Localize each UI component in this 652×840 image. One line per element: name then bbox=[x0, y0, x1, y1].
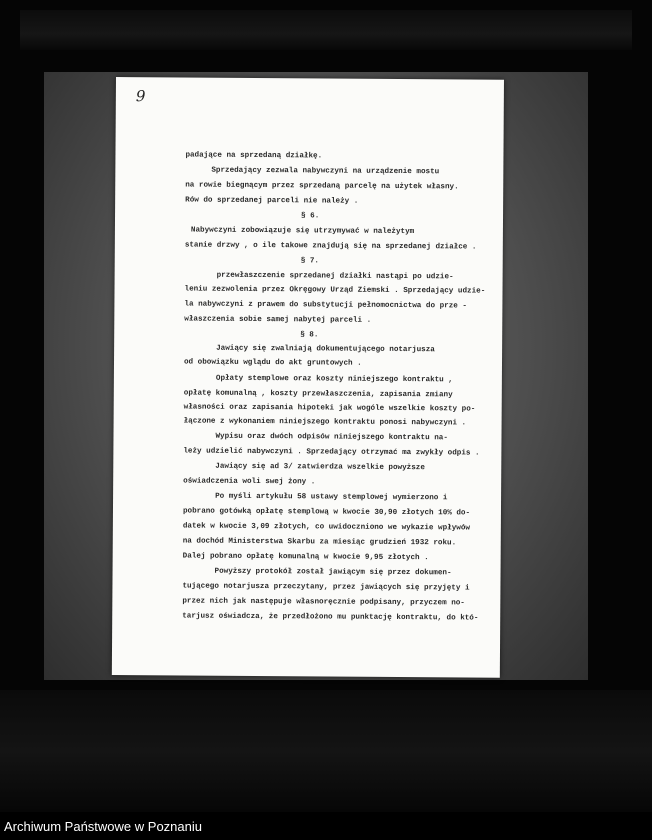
text-line: Opłaty stemplowe oraz koszty niniejszego kontraktu , bbox=[215, 374, 453, 385]
text-line: datek w kwocie 3,09 złotych, co uwidoczniono we wykazie wpływów bbox=[182, 522, 470, 533]
text-line: leniu zezwolenia przez Okręgowy Urząd Ziemski . Sprzedający udzie- bbox=[184, 285, 486, 296]
film-edge-bottom bbox=[0, 690, 652, 812]
archive-label: Archiwum Państwowe w Poznaniu bbox=[4, 819, 202, 834]
section-heading: § 7. bbox=[300, 257, 319, 266]
text-line: przewłaszczenie sprzedanej działki nastąpi po udzie- bbox=[216, 271, 454, 282]
text-line: od obowiązku wglądu do akt gruntowych . bbox=[183, 358, 362, 368]
text-line: właszczenia sobie samej nabytej parceli . bbox=[184, 315, 372, 325]
text-line: leży udzielić nabywczyni . Sprzedający otrzymać ma zwykły odpis . bbox=[183, 447, 480, 458]
text-line: na rowie biegnącym przez sprzedaną parcelę na użytek własny. bbox=[185, 181, 459, 192]
text-line: Powyższy protokół został jawiącym się przez dokumen- bbox=[214, 567, 452, 578]
document-page bbox=[112, 77, 504, 678]
text-line: łączone z wykonaniem niniejszego kontraktu ponosi nabywczyni . bbox=[183, 417, 467, 428]
section-heading: § 8. bbox=[300, 331, 319, 340]
text-line: Wypisu oraz dwóch odpisów niniejszego kontraktu na- bbox=[215, 432, 448, 443]
text-line: Po myśli artykułu 58 ustawy stemplowej wymierzono i bbox=[215, 492, 448, 503]
text-line: Dalej pobrano opłatę komunalną w kwocie 9,95 złotych . bbox=[182, 552, 429, 563]
text-line: Jawiący się ad 3/ zatwierdza wszelkie powyższe bbox=[215, 462, 425, 473]
text-line: tarjusz oświadcza, że przedłożono mu punktację kontraktu, do któ- bbox=[182, 612, 479, 623]
text-line: oświadczenia woli swej żony . bbox=[183, 477, 316, 487]
page-number: 9 bbox=[135, 87, 146, 106]
film-edge-top bbox=[20, 10, 632, 50]
text-line: własności oraz zapisania hipoteki jak wogóle wszelkie koszty po- bbox=[183, 403, 476, 414]
text-line: Sprzedający zezwala nabywczyni na urządzenie mostu bbox=[211, 166, 440, 177]
text-line: na dochód Ministerstwa Skarbu za miesiąc grudzień 1932 roku. bbox=[182, 537, 457, 548]
text-line: opłatę komunalną , koszty przewłaszczenia, zapisania zmiany bbox=[183, 389, 453, 400]
text-line: padające na sprzedaną działkę. bbox=[185, 151, 323, 161]
text-line: stanie drzwy , o ile takowe znajdują się na sprzedanej działce . bbox=[184, 241, 477, 252]
text-line: przez nich jak następuje własnoręcznie podpisany, przyczem no- bbox=[182, 597, 465, 608]
text-line: tującego notarjusza przeczytany, przez jawiących się przyjęty i bbox=[182, 582, 470, 593]
text-line: Rów do sprzedanej parceli nie należy . bbox=[185, 196, 359, 206]
section-heading: § 6. bbox=[301, 212, 320, 221]
text-line: la nabywczyni z prawem do substytucji pełnomocnictwa do prze - bbox=[184, 300, 467, 311]
text-line: Nabywczyni zobowiązuje się utrzymywać w należytym bbox=[190, 226, 415, 237]
text-line: pobrano gotówką opłatę stemplową w kwocie 30,90 złotych 10% do- bbox=[182, 507, 471, 518]
text-line: Jawiący się zwalniają dokumentującego notarjusza bbox=[216, 344, 435, 355]
